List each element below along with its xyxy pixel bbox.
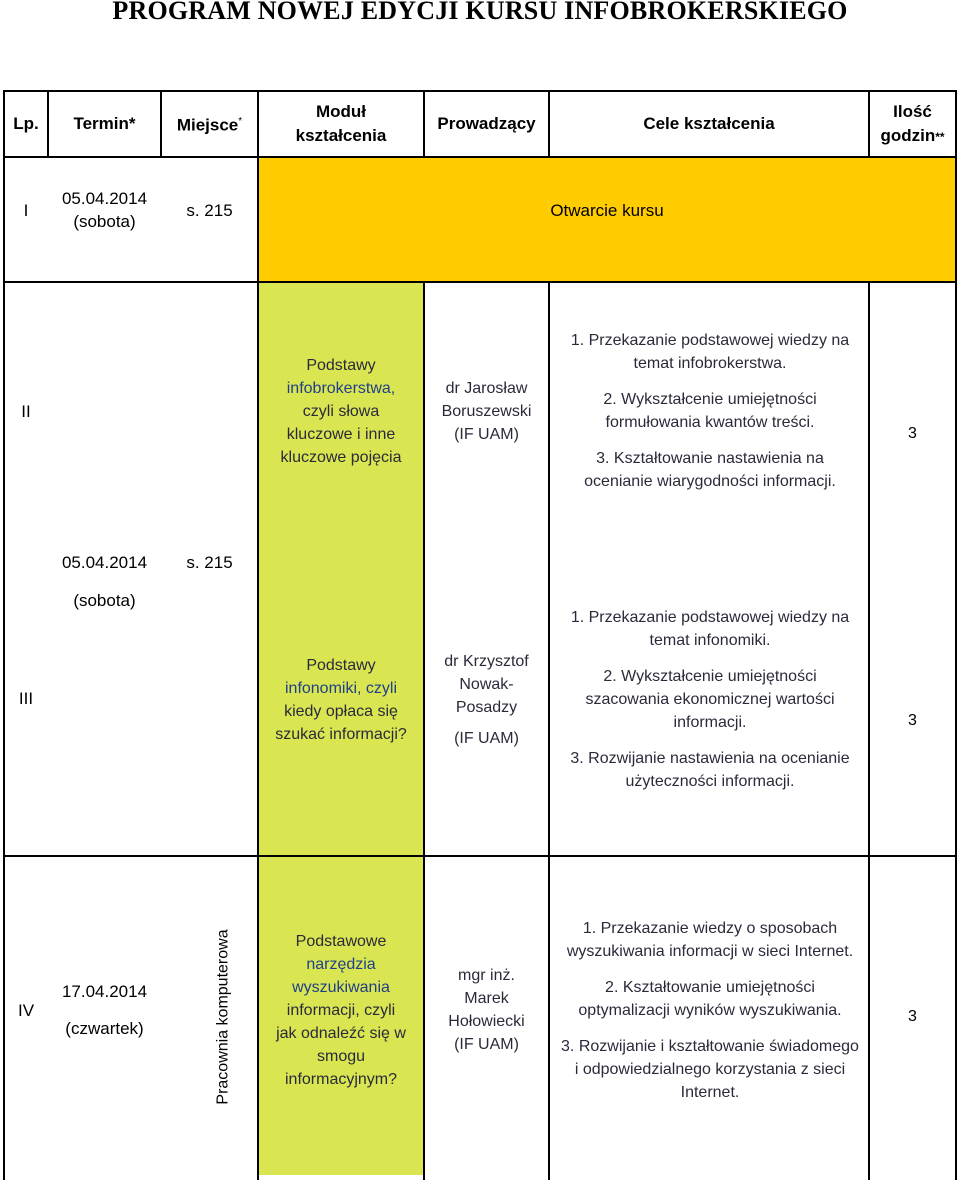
row2-goals — [560, 283, 860, 539]
row4-teacher: mgr inż. Marek Hołowiecki (IF UAM) — [448, 967, 525, 1053]
header-lp: Lp. — [13, 114, 39, 133]
header-modul: Moduł kształcenia — [295, 102, 387, 145]
row3-lp: III — [18, 688, 34, 708]
row3-date: 05.04.2014 — [61, 552, 148, 572]
goal-item: 2. Kształtowanie umiejętności optymalizacji wyników wyszukiwania. — [578, 978, 842, 1019]
row2-teacher: dr Jarosław Boruszewski (IF UAM) — [441, 379, 532, 443]
goal-item: 2. Wykształcenie umiejętności szacowania ekonomicznej wartości informacji. — [585, 667, 835, 731]
goal-item: 2. Wykształcenie umiejętności formułowania kwantów treści. — [603, 391, 817, 431]
row4-date: 17.04.2014 — [61, 982, 148, 1001]
row1-lp: I — [23, 200, 29, 220]
goal-item: 1. Przekazanie podstawowej wiedzy na temat infobrokerstwa. — [570, 332, 850, 372]
row3-goals — [560, 590, 860, 808]
row2-lp: II — [21, 401, 31, 421]
row1-day: (sobota) — [73, 212, 136, 231]
row4-module: Podstawowe narzędzia wyszukiwania informacji, czyli jak odnaleźć się w smogu informacyjnym? — [276, 932, 406, 1088]
row4-hours: 3 — [908, 1007, 917, 1025]
header-termin: Termin* — [73, 114, 136, 133]
row3-day: (sobota) — [73, 590, 136, 610]
row4-place: Pracownia komputerowa — [215, 929, 233, 1105]
row3-module: Podstawy infonomiki, czyli kiedy opłaca się szukać informacji? — [275, 657, 407, 743]
row2-module: Podstawy infobrokerstwa, czyli słowa kluczowe i inne kluczowe pojęcia — [280, 356, 402, 466]
row4-day: (czwartek) — [65, 1019, 144, 1038]
header-prowadzacy: Prowadzący — [437, 114, 536, 133]
row4-lp: IV — [17, 1000, 35, 1020]
goal-item: 1. Przekazanie wiedzy o sposobach wyszukiwania informacji w sieci Internet. — [566, 919, 854, 960]
row4-goals — [560, 857, 860, 1163]
goal-item: 3. Rozwijanie nastawienia na ocenianie użyteczności informacji. — [570, 749, 850, 790]
row3-place: s. 215 — [186, 552, 233, 572]
row3-teacher: dr Krzysztof Nowak- Posadzy (IF UAM) — [444, 653, 529, 747]
row2-hours: 3 — [908, 424, 917, 442]
row1-place: s. 215 — [186, 200, 233, 220]
header-cele: Cele kształcenia — [643, 114, 775, 133]
row1-opening-label: Otwarcie kursu — [550, 200, 664, 220]
table-border-right — [955, 90, 957, 1180]
header-miejsce: Miejsce* — [176, 115, 243, 135]
goal-item: 1. Przekazanie podstawowej wiedzy na temat infonomiki. — [570, 608, 850, 649]
document-title: PROGRAM NOWEJ EDYCJI KURSU INFOBROKERSKIEGO — [112, 0, 848, 25]
row4-term — [49, 857, 160, 1163]
col-divider-prowadzacy-lower — [548, 281, 550, 1180]
row1-term — [49, 158, 160, 282]
header-ilosc: Ilość godzin** — [880, 101, 945, 145]
row3-hours: 3 — [908, 711, 917, 729]
goal-item: 3. Kształtowanie nastawienia na ocenianie wiarygodności informacji. — [584, 450, 836, 490]
miejsce-footnote-mark: * — [238, 116, 243, 128]
row1-date: 05.04.2014 — [61, 189, 148, 208]
goal-item: 3. Rozwijanie i kształtowanie świadomego i odpowiedzialnego korzystania z sieci Internet. — [561, 1037, 859, 1101]
